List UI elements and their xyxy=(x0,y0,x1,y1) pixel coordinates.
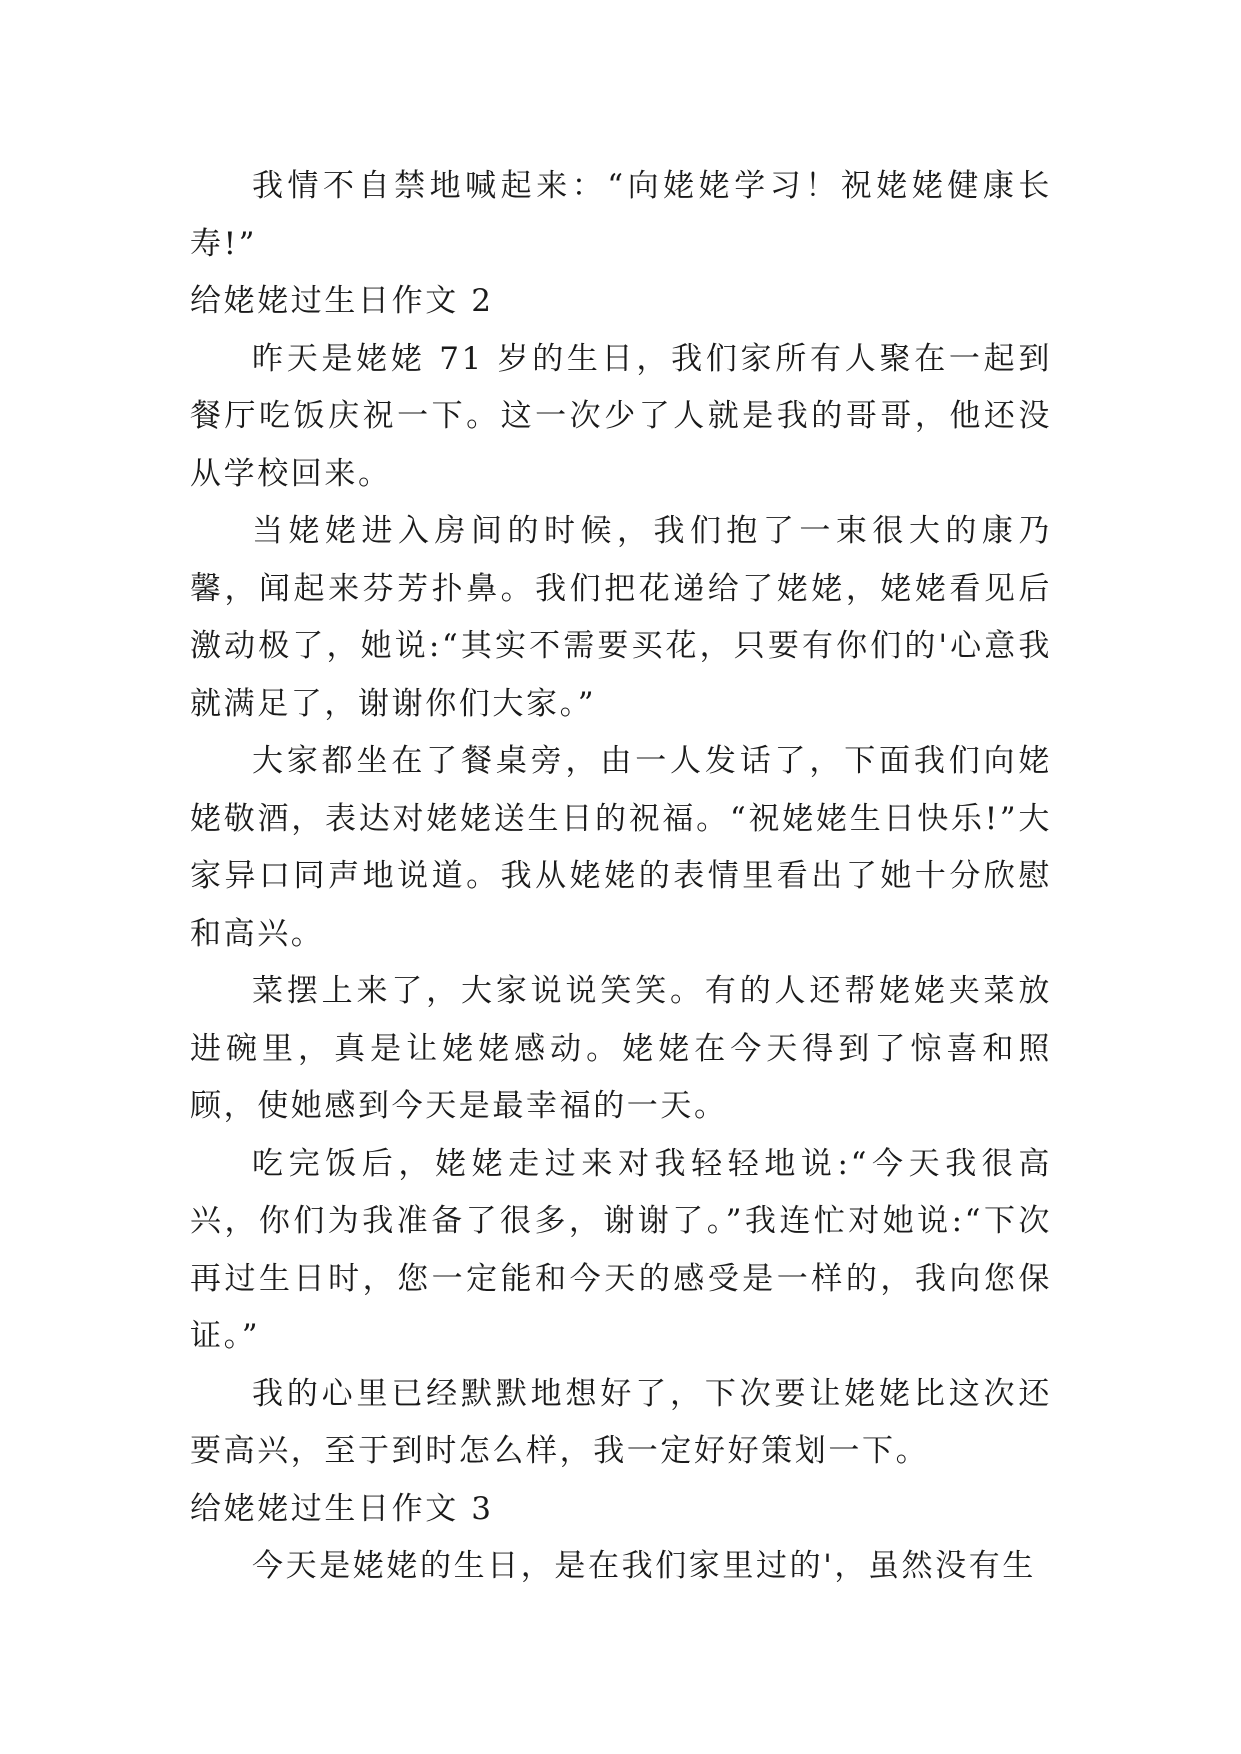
document-body xyxy=(190,158,1052,1596)
paragraph: 今天是姥姥的生日，是在我们家里过的'，虽然没有生 xyxy=(252,1548,1036,1584)
section-heading: 给姥姥过生日作文 3 xyxy=(190,1490,494,1527)
paragraph: 昨天是姥姥 71 岁的生日，我们家所有人聚在一起到餐厅吃饭庆祝一下。这一次少了人就是我的哥哥，他还没从学校回来。 xyxy=(190,340,1052,492)
paragraph: 吃完饭后，姥姥走过来对我轻轻地说:“今天我很高兴，你们为我准备了很多，谢谢了。”我连忙对她说:“下次再过生日时，您一定能和今天的感受是一样的，我向您保证。” xyxy=(190,1145,1052,1354)
paragraph: 当姥姥进入房间的时候，我们抱了一束很大的康乃馨，闻起来芬芳扑鼻。我们把花递给了姥姥，姥姥看见后激动极了，她说:“其实不需要买花，只要有你们的'心意我就满足了，谢谢你们大家。” xyxy=(190,513,1052,722)
paragraph: 菜摆上来了，大家说说笑笑。有的人还帮姥姥夹菜放进碗里，真是让姥姥感动。姥姥在今天得到了惊喜和照顾，使她感到今天是最幸福的一天。 xyxy=(190,973,1052,1124)
paragraph: 大家都坐在了餐桌旁，由一人发话了，下面我们向姥姥敬酒，表达对姥姥送生日的祝福。“祝姥姥生日快乐!”大家异口同声地说道。我从姥姥的表情里看出了她十分欣慰和高兴。 xyxy=(190,743,1052,952)
paragraph: 我的心里已经默默地想好了，下次要让姥姥比这次还要高兴，至于到时怎么样，我一定好好策划一下。 xyxy=(190,1375,1052,1469)
section-heading: 给姥姥过生日作文 2 xyxy=(190,283,494,319)
paragraph: 我情不自禁地喊起来：“向姥姥学习！祝姥姥健康长寿!” xyxy=(190,168,1052,262)
